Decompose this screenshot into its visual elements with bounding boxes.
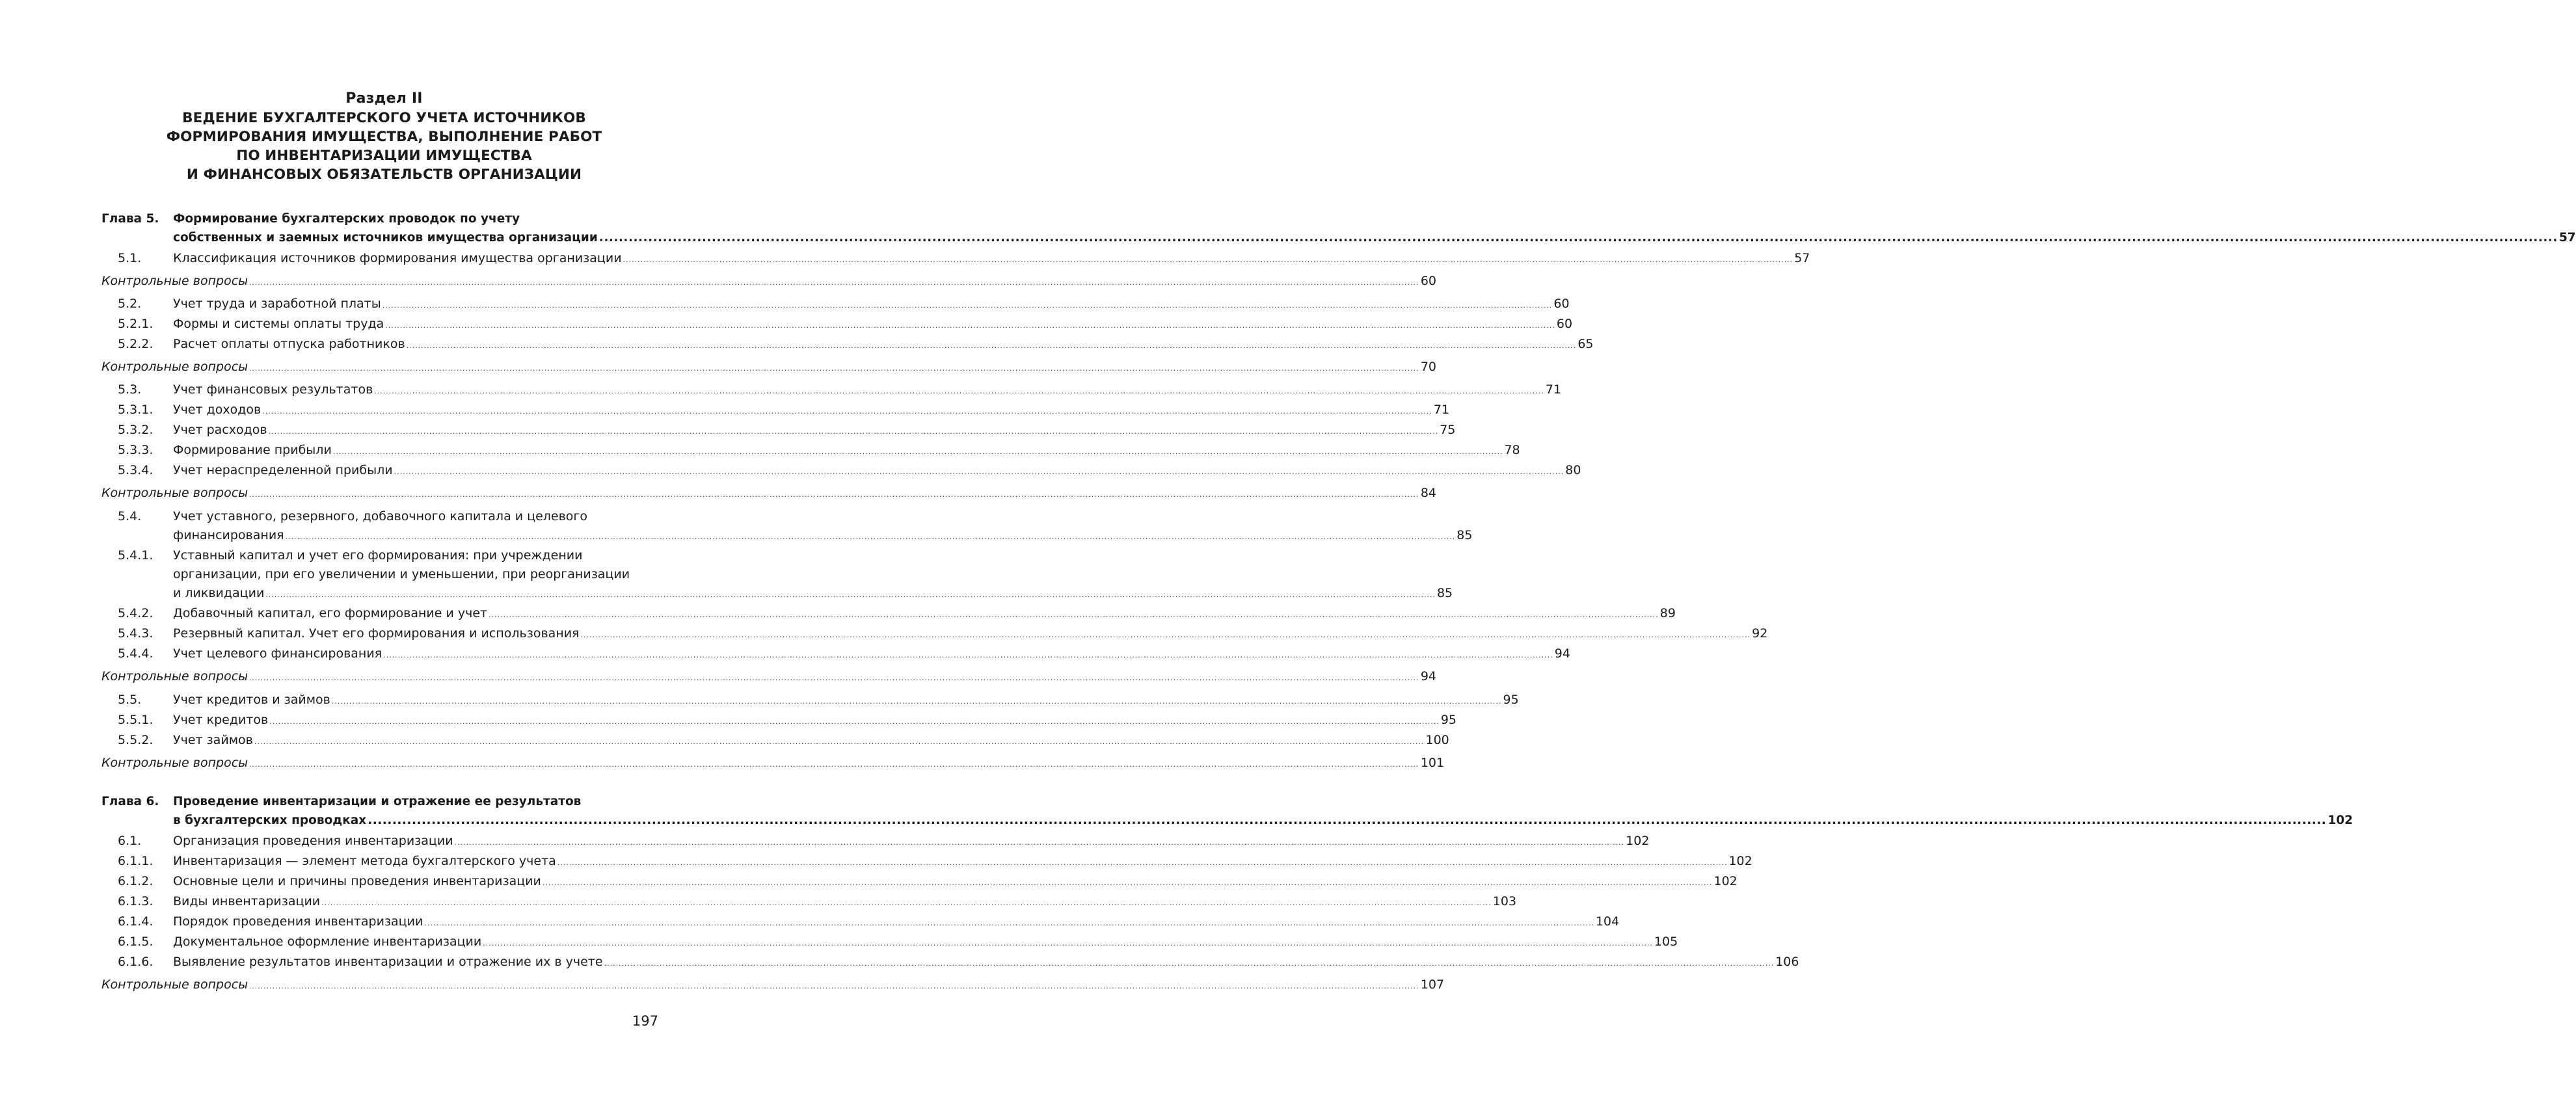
toc-page-number: 84 <box>1420 486 1436 500</box>
toc-page-number: 60 <box>1553 297 1570 311</box>
toc-line <box>173 546 658 565</box>
toc-page-number: 89 <box>1659 606 1676 620</box>
toc-line <box>173 624 1768 644</box>
toc-body <box>173 507 1473 546</box>
dot-leader: ................................................................................................................................................................................................................................................................................................................................................................................................................ <box>542 879 1713 887</box>
toc-line <box>101 484 1436 504</box>
toc-title-text: Контрольные вопросы <box>101 669 248 683</box>
toc-title-text: Учет финансовых результатов <box>173 382 373 397</box>
toc-title-text: Контрольные вопросы <box>101 274 248 288</box>
dot-leader: ................................................................................................................................................................................................................................................................................................................................................................................................................ <box>268 427 1439 436</box>
toc-line <box>173 792 658 811</box>
toc-title-text: Контрольные вопросы <box>101 756 248 770</box>
toc-line <box>101 754 1445 774</box>
dot-leader: ................................................................................................................................................................................................................................................................................................................................................................................................................ <box>424 919 1594 927</box>
toc-title-text: Расчет оплаты отпуска работников <box>173 337 405 351</box>
toc-title-text: Учет труда и заработной платы <box>173 297 381 311</box>
dot-leader: ................................................................................................................................................................................................................................................................................................................................................................................................................ <box>368 814 2327 827</box>
toc-body <box>173 295 1570 315</box>
toc-line <box>173 380 1562 401</box>
toc-page-number: 60 <box>1556 317 1573 331</box>
toc-line <box>101 358 1436 378</box>
toc-title-text: Учет целевого финансирования <box>173 646 382 661</box>
toc-body <box>173 912 1620 933</box>
dot-leader: ................................................................................................................................................................................................................................................................................................................................................................................................................ <box>454 838 1625 847</box>
page-number: 197 <box>632 1013 658 1029</box>
toc-line <box>173 933 1678 953</box>
toc-line <box>173 604 1676 624</box>
toc-line <box>173 461 1581 481</box>
toc-line <box>173 832 1650 852</box>
toc-body <box>173 644 1570 665</box>
toc-title-text: Резервный капитал. Учет его формирования и использования <box>173 626 580 641</box>
toc-line <box>173 711 1457 731</box>
toc-body <box>173 792 2353 830</box>
toc-entry <box>101 604 1676 624</box>
toc-title-text: Контрольные вопросы <box>101 486 248 500</box>
toc-entry <box>101 380 1562 401</box>
toc-title-text: организации, при его увеличении и уменьшении, при реорганизации <box>173 567 630 581</box>
toc-line <box>173 644 1570 665</box>
toc-entry <box>101 335 1594 355</box>
toc-body <box>173 249 1810 269</box>
toc-line <box>173 401 1450 421</box>
toc-chapter <box>101 209 2576 247</box>
toc-number: 5.4.4. <box>118 646 154 661</box>
toc-body <box>173 892 1517 912</box>
toc-entry <box>101 731 1449 751</box>
dot-leader: ................................................................................................................................................................................................................................................................................................................................................................................................................ <box>249 364 1419 373</box>
toc-title-text: Документальное оформление инвентаризации <box>173 935 482 949</box>
toc-entry <box>101 441 1520 461</box>
toc-line <box>173 421 1456 441</box>
dot-leader: ................................................................................................................................................................................................................................................................................................................................................................................................................ <box>598 231 2558 245</box>
toc-title-text: Проведение инвентаризации и отражение ее результатов <box>173 795 582 808</box>
toc-page-number: 106 <box>1775 955 1799 969</box>
toc-page-number: 95 <box>1503 693 1519 707</box>
dot-leader: ................................................................................................................................................................................................................................................................................................................................................................................................................ <box>406 341 1577 350</box>
toc-title-text: в бухгалтерских проводках <box>173 814 367 827</box>
toc-line <box>173 584 1453 604</box>
toc-number: 5.1. <box>118 251 142 265</box>
toc-body <box>101 754 1445 774</box>
toc-entry <box>101 912 1620 933</box>
toc-entry <box>101 546 1453 604</box>
toc-page-number: 94 <box>1420 669 1436 683</box>
toc-page-number: 102 <box>2328 814 2353 827</box>
toc-line <box>173 526 1473 546</box>
toc-title-text: Учет доходов <box>173 403 262 417</box>
toc-entry <box>101 624 1768 644</box>
toc-body <box>173 461 1581 481</box>
toc-body <box>173 852 1752 872</box>
toc-title-text: Инвентаризация — элемент метода бухгалтерского учета <box>173 854 556 868</box>
toc-title-text: Добавочный капитал, его формирование и учет <box>173 606 488 620</box>
toc-title-text: Формирование прибыли <box>173 443 332 457</box>
toc-entry <box>101 953 1799 973</box>
toc-entry <box>101 421 1456 441</box>
toc-body <box>101 975 1445 996</box>
dot-leader: ................................................................................................................................................................................................................................................................................................................................................................................................................ <box>483 939 1653 948</box>
toc-line <box>173 335 1594 355</box>
toc-number: 5.5.2. <box>118 733 154 747</box>
dot-leader: ................................................................................................................................................................................................................................................................................................................................................................................................................ <box>249 760 1419 769</box>
toc-page-number: 65 <box>1577 337 1594 351</box>
toc-line <box>101 272 1436 292</box>
toc-body <box>173 953 1799 973</box>
toc-title-text: Организация проведения инвентаризации <box>173 834 453 848</box>
toc-page-number: 102 <box>1728 854 1752 868</box>
toc-page-number: 94 <box>1554 646 1570 661</box>
toc-title-text: Формы и системы оплаты труда <box>173 317 384 331</box>
section-title-line-4: И ФИНАНСОВЫХ ОБЯЗАТЕЛЬСТВ ОРГАНИЗАЦИИ <box>186 166 582 183</box>
toc-line <box>173 912 1620 933</box>
toc-title-text: Выявление результатов инвентаризации и отражение их в учете <box>173 955 603 969</box>
section-title-line-3: ПО ИНВЕНТАРИЗАЦИИ ИМУЩЕСТВА <box>236 148 532 164</box>
toc-body <box>173 624 1768 644</box>
toc-line <box>173 892 1517 912</box>
toc-line <box>173 249 1810 269</box>
toc-number: 5.4.3. <box>118 626 154 641</box>
toc-page-number: 101 <box>1420 756 1445 770</box>
dot-leader: ................................................................................................................................................................................................................................................................................................................................................................................................................ <box>382 301 1553 310</box>
toc-line <box>173 507 658 526</box>
section-header <box>0 89 768 184</box>
toc-line <box>173 315 1573 335</box>
toc-entry <box>101 401 1450 421</box>
toc-number: 6.1.6. <box>118 955 154 969</box>
toc-body <box>173 731 1449 751</box>
toc-title-text: и ликвидации <box>173 586 265 600</box>
toc-page-number: 102 <box>1713 874 1737 888</box>
toc-entry <box>101 461 1581 481</box>
toc-body <box>101 484 1436 504</box>
toc-page-number: 103 <box>1492 894 1517 909</box>
toc-body <box>173 209 2576 247</box>
toc-page-number: 105 <box>1654 935 1678 949</box>
toc-number: 5.2. <box>118 297 142 311</box>
toc-number: 5.3.3. <box>118 443 154 457</box>
toc-body <box>173 691 1519 711</box>
toc-number: 5.3.2. <box>118 423 154 437</box>
toc-control-questions <box>101 667 1436 687</box>
toc-entry <box>101 315 1573 335</box>
toc-title-text: Учет кредитов <box>173 713 269 727</box>
dot-leader: ................................................................................................................................................................................................................................................................................................................................................................................................................ <box>285 533 1456 541</box>
dot-leader: ................................................................................................................................................................................................................................................................................................................................................................................................................ <box>249 278 1419 287</box>
toc-page-number: 100 <box>1425 733 1449 747</box>
toc-entry <box>101 507 1473 546</box>
toc-control-questions <box>101 484 1436 504</box>
toc-page-number: 80 <box>1565 463 1581 477</box>
toc-entry <box>101 711 1457 731</box>
toc-page-number: 78 <box>1504 443 1520 457</box>
toc-title-text: Формирование бухгалтерских проводок по учету <box>173 212 520 226</box>
section-title-line-2: ФОРМИРОВАНИЯ ИМУЩЕСТВА, ВЫПОЛНЕНИЕ РАБОТ <box>166 129 602 145</box>
dot-leader: ................................................................................................................................................................................................................................................................................................................................................................................................................ <box>249 982 1419 990</box>
toc-entry <box>101 872 1737 892</box>
toc-line <box>101 667 1436 687</box>
toc-number: 6.1.4. <box>118 914 154 929</box>
dot-leader: ................................................................................................................................................................................................................................................................................................................................................................................................................ <box>332 447 1503 456</box>
toc-page-number: 75 <box>1440 423 1456 437</box>
dot-leader: ................................................................................................................................................................................................................................................................................................................................................................................................................ <box>489 611 1659 619</box>
toc-entry <box>101 295 1570 315</box>
toc-number: 5.2.2. <box>118 337 154 351</box>
toc-line <box>173 228 2576 247</box>
toc-number: 5.5. <box>118 693 142 707</box>
toc-entry <box>101 691 1519 711</box>
toc-body <box>173 872 1737 892</box>
toc-line <box>173 811 2353 830</box>
toc-title-text: Классификация источников формирования имущества организации <box>173 251 622 265</box>
dot-leader: ................................................................................................................................................................................................................................................................................................................................................................................................................ <box>249 490 1419 499</box>
toc-number: 6.1. <box>118 834 142 848</box>
toc-title-text: Учет кредитов и займов <box>173 693 330 707</box>
section-title-line-1: ВЕДЕНИЕ БУХГАЛТЕРСКОГО УЧЕТА ИСТОЧНИКОВ <box>182 110 586 126</box>
toc-line <box>101 975 1445 996</box>
toc-body <box>173 401 1450 421</box>
toc-title-text: Контрольные вопросы <box>101 360 248 374</box>
dot-leader: ................................................................................................................................................................................................................................................................................................................................................................................................................ <box>383 651 1553 659</box>
dot-leader: ................................................................................................................................................................................................................................................................................................................................................................................................................ <box>604 959 1775 968</box>
toc-entry <box>101 249 1810 269</box>
toc-number: 5.5.1. <box>118 713 154 727</box>
toc-body <box>173 421 1456 441</box>
toc-page-number: 60 <box>1420 274 1436 288</box>
dot-leader: ................................................................................................................................................................................................................................................................................................................................................................................................................ <box>580 631 1751 639</box>
toc-number: 5.3.1. <box>118 403 154 417</box>
toc-page-number: 57 <box>2558 231 2576 245</box>
toc-page-number: 71 <box>1433 403 1450 417</box>
toc-page-number: 57 <box>1794 251 1810 265</box>
toc-title-text: Учет займов <box>173 733 253 747</box>
toc-line <box>173 209 658 228</box>
toc-body <box>173 441 1520 461</box>
dot-leader: ................................................................................................................................................................................................................................................................................................................................................................................................................ <box>254 737 1425 746</box>
toc-title-text: Порядок проведения инвентаризации <box>173 914 423 929</box>
dot-leader: ................................................................................................................................................................................................................................................................................................................................................................................................................ <box>394 468 1564 476</box>
toc-line <box>173 441 1520 461</box>
toc-line <box>173 731 1449 751</box>
toc-page-number: 85 <box>1436 586 1453 600</box>
toc-number: 5.4. <box>118 509 142 524</box>
toc-number: 6.1.2. <box>118 874 154 888</box>
toc-number: 6.1.5. <box>118 935 154 949</box>
toc-control-questions <box>101 358 1436 378</box>
toc-line <box>173 691 1519 711</box>
toc-body <box>173 315 1573 335</box>
dot-leader: ................................................................................................................................................................................................................................................................................................................................................................................................................ <box>557 858 1728 867</box>
toc-title-text: Основные цели и причины проведения инвентаризации <box>173 874 541 888</box>
toc-number: 5.3.4. <box>118 463 154 477</box>
toc-control-questions <box>101 754 1445 774</box>
toc-entry <box>101 832 1650 852</box>
toc-number: 5.4.1. <box>118 548 154 563</box>
toc-title-text: Виды инвентаризации <box>173 894 321 909</box>
toc-page-number: 85 <box>1456 528 1473 542</box>
toc-control-questions <box>101 975 1445 996</box>
toc-number: 5.2.1. <box>118 317 154 331</box>
toc-page-number: 107 <box>1420 977 1445 992</box>
toc-control-questions <box>101 272 1436 292</box>
toc-number: 6.1.3. <box>118 894 154 909</box>
toc-page-number: 71 <box>1545 382 1562 397</box>
dot-leader: ................................................................................................................................................................................................................................................................................................................................................................................................................ <box>623 256 1793 264</box>
toc-title-text: собственных и заемных источников имущества организации <box>173 231 598 245</box>
toc-body <box>173 933 1678 953</box>
toc-body <box>173 335 1594 355</box>
toc-line <box>173 872 1737 892</box>
toc-line <box>173 565 658 584</box>
toc-line <box>173 852 1752 872</box>
toc-body <box>101 667 1436 687</box>
toc-body <box>173 546 1453 604</box>
toc-page-number: 102 <box>1626 834 1650 848</box>
toc-number: 5.3. <box>118 382 142 397</box>
toc-page-number: 92 <box>1752 626 1768 641</box>
toc-number: Глава 6. <box>101 795 159 808</box>
toc-page-number: 95 <box>1440 713 1457 727</box>
toc-body <box>173 832 1650 852</box>
toc-page-number: 104 <box>1595 914 1620 929</box>
dot-leader: ................................................................................................................................................................................................................................................................................................................................................................................................................ <box>385 321 1555 330</box>
dot-leader: ................................................................................................................................................................................................................................................................................................................................................................................................................ <box>249 674 1419 682</box>
dot-leader: ................................................................................................................................................................................................................................................................................................................................................................................................................ <box>321 899 1492 907</box>
toc-body <box>173 604 1676 624</box>
dot-leader: ................................................................................................................................................................................................................................................................................................................................................................................................................ <box>331 697 1502 706</box>
toc-entry <box>101 892 1517 912</box>
table-of-contents <box>101 209 2576 996</box>
toc-title-text: Уставный капитал и учет его формирования: при учреждении <box>173 548 583 563</box>
toc-title-text: финансирования <box>173 528 284 542</box>
toc-chapter <box>101 792 2353 830</box>
toc-body <box>173 711 1457 731</box>
toc-number: 5.4.2. <box>118 606 154 620</box>
toc-title-text: Контрольные вопросы <box>101 977 248 992</box>
toc-line <box>173 295 1570 315</box>
toc-number: 6.1.1. <box>118 854 154 868</box>
dot-leader: ................................................................................................................................................................................................................................................................................................................................................................................................................ <box>262 407 1432 416</box>
dot-leader: ................................................................................................................................................................................................................................................................................................................................................................................................................ <box>265 590 1436 599</box>
toc-title-text: Учет нераспределенной прибыли <box>173 463 393 477</box>
dot-leader: ................................................................................................................................................................................................................................................................................................................................................................................................................ <box>374 387 1544 395</box>
dot-leader: ................................................................................................................................................................................................................................................................................................................................................................................................................ <box>269 717 1440 726</box>
toc-title-text: Учет уставного, резервного, добавочного капитала и целевого <box>173 509 588 524</box>
toc-line <box>173 953 1799 973</box>
toc-title-text: Учет расходов <box>173 423 267 437</box>
toc-number: Глава 5. <box>101 212 159 226</box>
toc-body <box>101 358 1436 378</box>
toc-entry <box>101 644 1570 665</box>
toc-body <box>173 380 1562 401</box>
toc-page-number: 70 <box>1420 360 1436 374</box>
section-label: Раздел II <box>345 90 423 107</box>
toc-entry <box>101 852 1752 872</box>
toc-entry <box>101 933 1678 953</box>
toc-body <box>101 272 1436 292</box>
